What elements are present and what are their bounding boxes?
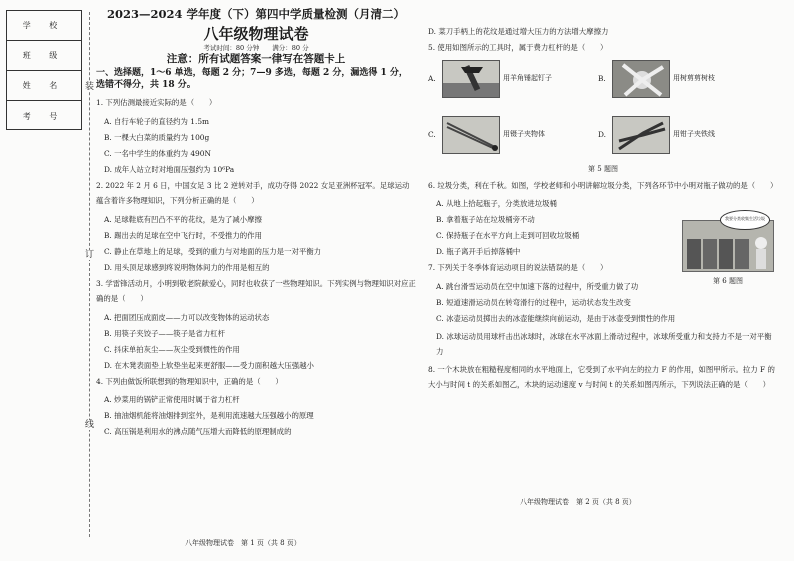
question-4-option-d: D. 菜刀手柄上的花纹是通过增大压力的方法增大摩擦力 [428, 27, 609, 36]
option-a: A. 跳台滑雪运动员在空中加速下落的过程中，所受重力做了功 [436, 281, 639, 291]
option-a: A. 炒菜用的锅铲正常使用时属于省力杠杆 [104, 395, 240, 404]
claw-hammer-photo [442, 60, 500, 98]
option-caption: 用钳子夹铁线 [673, 130, 715, 138]
question-stem: 8. 一个木块放在粗糙程度相同的水平地面上，它受到了水平向左的拉力 F 的作用，如图甲所示。拉力 F 的大小与时间 t 的关系如图乙，木块的运动速度 v 与时间 t 的关系如图丙所示，下列说法正确的是（ ） [428, 364, 775, 389]
option-d: D. 瓶子离开手后掉落桶中 [436, 247, 521, 256]
option-b: B. 踢出去的足球在空中飞行时，不受推力的作用 [104, 230, 262, 240]
option-d: D. 冰球运动员用球杆击出冰球时，冰球在水平冰面上滑动过程中，冰球所受重力和支持力不是一对平衡力 [436, 331, 772, 356]
speech-bubble: 我要分类收集生活垃圾 [720, 210, 770, 230]
option-a: A. 自行车轮子的直径约为 1.5m [104, 116, 210, 126]
option-d: D. 在木凳表面垫上软垫坐起来更舒服——受力面积越大压强越小 [104, 360, 314, 370]
question-2 [96, 178, 416, 273]
right-column [428, 26, 778, 393]
option-b: B. 拿着瓶子站在垃圾桶旁不动 [436, 215, 535, 224]
question-stem: 3. 学雷锋活动月，小明到敬老院献爱心，同时也收获了一些物理知识。下列实例与物理知识对应正确的是（ ） [96, 278, 416, 303]
q5-figure-label: 第 5 题图 [588, 164, 618, 173]
q5-option-a [428, 60, 552, 98]
q5-option-c [428, 116, 545, 154]
option-c: C. 冰壶运动员掷出去的冰壶能继续向前运动，是由于冰壶受到惯性的作用 [436, 313, 676, 323]
question-1 [96, 95, 416, 175]
binding-char-ding: 订 [85, 250, 95, 260]
option-caption: 用树剪剪树枝 [673, 74, 715, 82]
section-heading: 一、选择题，1～6 单选，每题 2 分；7—9 多选，每题 2 分，漏选得 1 分，选错不得分，共 18 分。 [96, 68, 408, 90]
question-4 [96, 374, 416, 438]
exam-title: 2023—2024 学年度（下）第四中学质量检测（月清二） [106, 7, 405, 21]
left-column [96, 6, 416, 437]
option-letter: A. [428, 74, 436, 83]
option-b: B. 用筷子夹饺子——筷子是省力杠杆 [104, 328, 225, 338]
question-3 [96, 276, 416, 371]
option-c: C. 高压锅是利用水的沸点随气压增大而降低的原理制成的 [104, 427, 292, 436]
question-stem: 4. 下列由做饭所联想到的物理知识中，正确的是（ ） [96, 376, 283, 386]
question-stem: 7. 下列关于冬季体育运动项目的说法错误的是（ ） [428, 263, 608, 272]
pliers-photo [612, 116, 670, 154]
option-letter: C. [428, 130, 436, 139]
binding-char-xian: 线 [85, 420, 95, 430]
option-d: D. 用头顶足球感到疼说明物体间力的作用是相互的 [104, 262, 270, 272]
option-a: A. 足球鞋底有凹凸不平的花纹，是为了减小摩擦 [104, 214, 262, 224]
page-footer-left: 八年级物理试卷 第 1 页（共 8 页） [185, 539, 301, 547]
page-footer-right: 八年级物理试卷 第 2 页（共 8 页） [520, 498, 636, 506]
tweezers-photo [442, 116, 500, 154]
option-c: C. 一名中学生的体重约为 490N [104, 148, 211, 158]
option-a: A. 把面团压成面皮——力可以改变物体的运动状态 [104, 312, 270, 322]
option-c: C. 保持瓶子在水平方向上走到可回收垃圾桶 [436, 231, 580, 240]
exam-subtitle: 八年级物理试卷 [203, 25, 309, 43]
question-stem: 5. 使用如图所示的工具时，属于费力杠杆的是（ ） [428, 43, 608, 52]
question-stem: 2. 2022 年 2 月 6 日，中国女足 3 比 2 逆转对手，成功夺得 2022 女足亚洲杯冠军。足球运动蕴含着许多物理知识，下列分析正确的是（ ） [96, 180, 410, 205]
garbage-sorting-illustration [682, 214, 774, 285]
student-info-box [6, 10, 82, 130]
question-stem: 6. 垃圾分类，利在千秋。如图，学校老师和小明讲解垃圾分类，下列各环节中小明对瓶子做功的是（ ） [428, 180, 778, 190]
option-c: C. 静止在草地上的足球，受到的重力与对地面的压力是一对平衡力 [104, 246, 322, 256]
option-c: C. 抖床单拍灰尘——灰尘受到惯性的作用 [104, 344, 240, 354]
option-caption: 用羊角锤起钉子 [503, 74, 552, 82]
option-letter: B. [598, 74, 606, 83]
question-stem: 1. 下列估测最接近实际的是（ ） [96, 98, 217, 107]
q6-options [428, 198, 668, 257]
option-b: B. 短道速滑运动员在转弯滑行的过程中，运动状态发生改变 [436, 297, 631, 307]
option-b: B. 抽油烟机能将油烟排到室外，是利用流速越大压强越小的原理 [104, 411, 314, 420]
pruning-shears-photo [612, 60, 670, 98]
exam-time-score: 考试时间：80 分钟 满分：80 分 [203, 44, 309, 52]
option-b: B. 一棵大白菜的质量约为 100g [104, 132, 210, 142]
option-a: A. 从地上拾起瓶子，分类放进垃圾桶 [436, 199, 557, 208]
option-d: D. 成年人站立时对地面压强约为 10⁶Pa [104, 164, 235, 174]
school-field: 学 校 [7, 11, 81, 41]
question-5 [428, 40, 778, 175]
q6-figure-label: 第 6 题图 [713, 276, 743, 285]
name-field: 姓 名 [7, 71, 81, 101]
option-letter: D. [598, 130, 607, 139]
class-field: 班 级 [7, 41, 81, 71]
binding-char-zhuang: 装 [85, 82, 95, 92]
q5-figure [428, 60, 778, 170]
question-8 [428, 362, 778, 393]
q5-option-b [598, 60, 715, 98]
q5-option-d [598, 116, 715, 154]
answer-notice: 注意：所有试题答案一律写在答题卡上 [166, 53, 346, 65]
exam-number-field: 考 号 [22, 111, 66, 121]
option-caption: 用镊子夹物体 [503, 130, 545, 138]
